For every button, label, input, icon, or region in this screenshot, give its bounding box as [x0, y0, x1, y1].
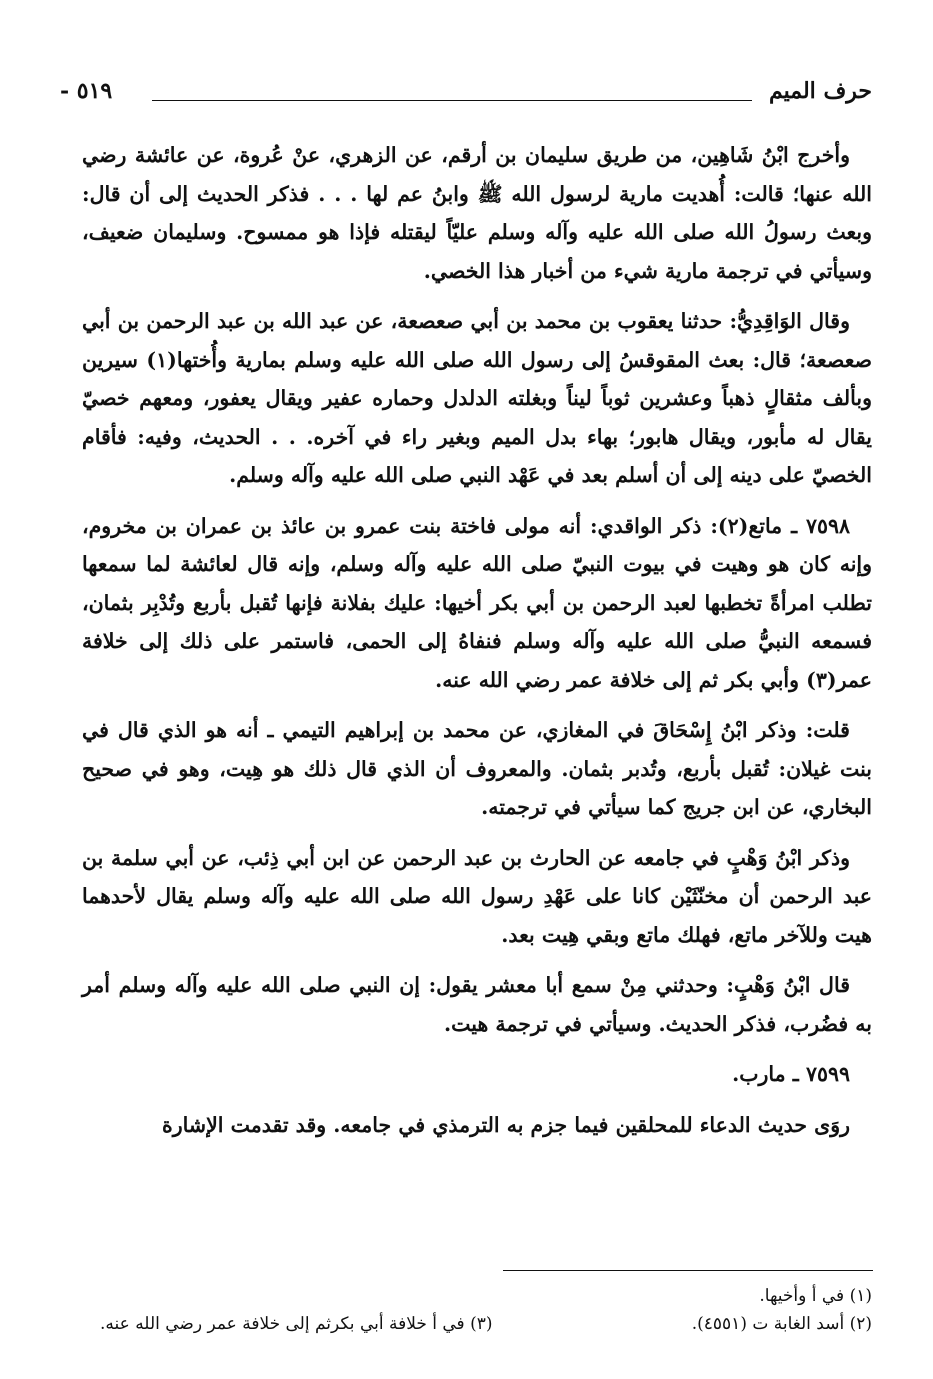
entry-title: مارب.: [732, 1062, 786, 1086]
running-title: حرف الميم: [768, 78, 872, 104]
paragraph-ibn-wahb: وذكر ابْنُ وَهْبٍ في جامعه عن الحارث بن عبد الرحمن عن ابن أبي ذِئب، عن أبي سلمة بن عبد الرحمن أن مخنّثَيْن كانا على عَهْدِ رسول الله صلى الله عليه وآله وسلم يقال لأحدهما هيت وللآخر ماتع، فهلك ماتع وبقي هِيت بعد.: [82, 845, 872, 947]
main-text: [82, 136, 872, 1156]
entry-7598: [82, 507, 872, 700]
paragraph-waqidi: وقال الوَاقِدِيُّ: حدثنا يعقوب بن محمد بن أبي صعصعة، عن عبد الله بن عبد الرحمن بن أبي صعصعة؛ قال: بعث المقوقسُ إلى رسول الله صلى الله عليه وسلم بمارية وأُختها(١) سيرين وبألف مثقالٍ ذهباً وعشرين ثوباً ليناً وبغلته الدلدل وحماره عفير ويقال يعفور، ومعهم خصيّ يقال له مأبور، ويقال هابور؛ بهاء بدل الميم وبغير راء في آخره. . . الحديث، وفيه: فأقام الخصيّ على دينه إلى أن أسلم بعد في عَهْد النبي صلى الله عليه وآله وسلم.: [82, 309, 872, 487]
page-header: [60, 78, 872, 118]
entry-title: ماتع(٢):: [710, 513, 783, 538]
entry-number: ٧٥٩٩ ـ: [792, 1062, 850, 1086]
paragraph-abu-mashar: قال ابْنُ وَهْبٍ: وحدثني مِنْ سمع أبا معشر يقول: إن النبي صلى الله عليه وآله وسلم أمر به فضُرب، فذكر الحديث. وسيأتي في ترجمة هيت.: [82, 973, 872, 1036]
header-rule: [152, 100, 752, 101]
entry-number: ٧٥٩٨ ـ: [791, 513, 850, 538]
paragraph-ibn-shahin: وأخرج ابْنُ شَاهِين، من طريق سليمان بن أرقم، عن الزهري، عنْ عُروة، عن عائشة رضي الله عنها؛ قالت: أُهديت مارية لرسول الله ﷺ وابنُ عم لها . . . فذكر الحديث إلى أن قال: وبعث رسولُ الله صلى الله عليه وآله وسلم عليّاً ليقتله فإذا هو ممسوح. وسليمان ضعيف، وسيأتي في ترجمة مارية شيء من أخبار هذا الخصي.: [82, 143, 872, 283]
entry-text: ذكر الواقدي: أنه مولى فاختة بنت عمرو بن عائذ بن عمران بن مخروم، وإنه كان هو وهيت في بيوت النبيّ صلى الله عليه وآله وسلم، وإنه قال لعائشة لما سمعها تطلب امرأةً تخطبها لعبد الرحمن بن أبي بكر أخيها: عليك بفلانة فإنها تُقبل بأربع وتُدْبِر بثمان، فسمعه النبيُّ صلى الله عليه وآله وسلم فنفاهُ إلى الحمى، فاستمر على ذلك إلى خلافة عمر(٣) وأبي بكر ثم إلى خلافة عمر رضي الله عنه.: [82, 513, 872, 692]
footnote-2: (٢) أسد الغابة ت (٤٥٥١).: [691, 1314, 872, 1334]
paragraph-last: روَى حديث الدعاء للمحلقين فيما جزم به الترمذي في جامعه. وقد تقدمت الإشارة: [162, 1112, 850, 1137]
entry-7599: [82, 1055, 872, 1094]
footnotes: [100, 1282, 872, 1338]
footnote-rule: [503, 1270, 873, 1271]
paragraph-ibn-ishaq: قلت: وذكر ابْنُ إِسْحَاقَ في المغازي، عن محمد بن إبراهيم التيمي ـ أنه هو الذي قال في بنت غيلان: تُقبل بأربع، وتُدبر بثمان. والمعروف أن الذي قال ذلك هو هِيت، وهو في صحيح البخاري، عن ابن جريج كما سيأتي في ترجمته.: [82, 718, 872, 819]
footnote-row-2: [100, 1310, 872, 1338]
footnote-row-1: [100, 1282, 872, 1310]
footnote-1: (١) في أ وأخيها.: [759, 1286, 872, 1306]
page-number: - ٥١٩: [60, 78, 113, 104]
footnote-3: (٣) في أ خلافة أبي بكرثم إلى خلافة عمر رضي الله عنه.: [100, 1314, 493, 1334]
